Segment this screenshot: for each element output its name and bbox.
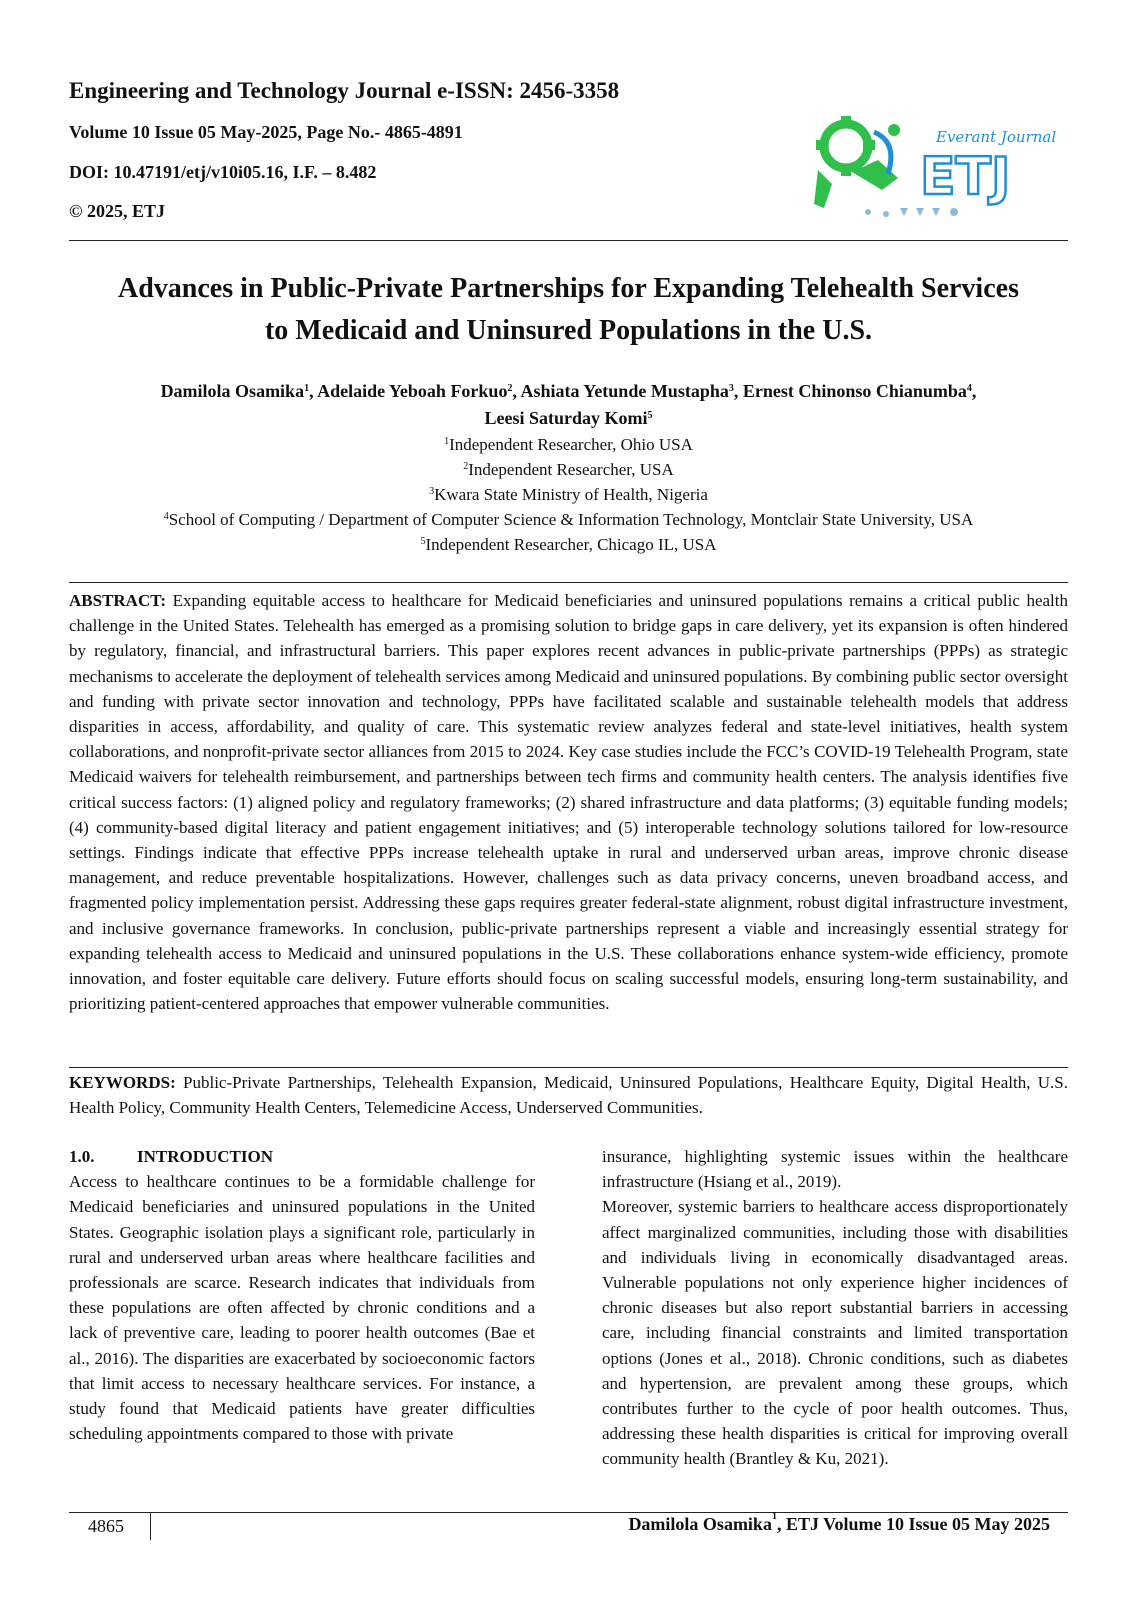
author-name: Damilola Osamika bbox=[160, 381, 305, 401]
author-name: Adelaide Yeboah Forkuo bbox=[317, 381, 508, 401]
page-number: 4865 bbox=[88, 1516, 124, 1536]
copyright-line: © 2025, ETJ bbox=[69, 201, 165, 221]
keywords-rule bbox=[69, 1067, 1068, 1068]
author-sup: 3 bbox=[728, 383, 734, 394]
author-name: Ashiata Yetunde Mustapha bbox=[520, 381, 729, 401]
left-column bbox=[69, 1144, 535, 1446]
abstract bbox=[69, 588, 1068, 1016]
abstract-label: ABSTRACT: bbox=[69, 591, 166, 610]
section-title: INTRODUCTION bbox=[137, 1147, 274, 1166]
paper-title-line1: Advances in Public-Private Partnerships for Expanding Telehealth Services bbox=[118, 273, 1019, 304]
abstract-top-rule bbox=[69, 582, 1068, 583]
paper-title-line2: to Medicaid and Uninsured Populations in the U.S. bbox=[264, 315, 873, 346]
intro-paragraph-continued: insurance, highlighting systemic issues within the healthcare infrastructure (Hsiang et al., 2019). bbox=[602, 1147, 1068, 1192]
affiliation: $^2$Independent Researcher, USA bbox=[463, 460, 674, 479]
author-name: Ernest Chinonso Chianumba bbox=[742, 381, 967, 401]
right-column bbox=[602, 1144, 1068, 1472]
author-name: Leesi Saturday Komi bbox=[484, 408, 648, 428]
author-sup: 4 bbox=[966, 383, 972, 394]
abstract-text: Expanding equitable access to healthcare for Medicaid beneficiaries and uninsured populations remains a critical public health challenge in the United States. Telehealth has emerged as a promising solution to bridge gaps in care delivery, yet its expansion is often hindered by regulatory, financial, and infrastructural barriers. This paper explores recent advances in public-private partnerships (PPPs) as strategic mechanisms to accelerate the deployment of telehealth services among Medicaid and uninsured populations. By combining public sector oversight and funding with private sector innovation and technology, PPPs have facilitated scalable and sustainable telehealth models that address disparities in access, affordability, and quality of care. This systematic review analyzes federal and state-level initiatives, health system collaborations, and nonprofit-private sector alliances from 2015 to 2024. Key case studies include the FCC’s COVID-19 Telehealth Program, state Medicaid waivers for telehealth reimbursement, and partnerships between tech firms and community health centers. The analysis identifies five critical success factors: (1) aligned policy and regulatory frameworks; (2) shared infrastructure and data platforms; (3) equitable funding models; (4) community-based digital literacy and patient engagement initiatives; and (5) interoperable technology solutions tailored for low-resource settings. Findings indicate that effective PPPs increase telehealth uptake in rural and underserved urban areas, improve chronic disease management, and reduce preventable hospitalizations. However, challenges such as data privacy concerns, uneven broadband access, and fragmented policy implementation persist. Addressing these gaps requires greater federal-state alignment, robust digital infrastructure investment, and inclusive governance frameworks. In conclusion, public-private partnerships represent a viable and increasingly essential strategy for expanding telehealth access to Medicaid and uninsured populations in the U.S. These collaborations enhance system-wide efficiency, promote innovation, and foster equitable care delivery. Future efforts should focus on scaling successful models, ensuring long-term sustainability, and prioritizing patient-centered approaches that empower vulnerable communities. bbox=[69, 591, 1068, 1014]
paper-title bbox=[69, 268, 1068, 352]
author-sup: 2 bbox=[507, 383, 513, 394]
keywords bbox=[69, 1070, 1068, 1120]
svg-text:ETJ: ETJ bbox=[920, 147, 1011, 207]
footer-citation bbox=[628, 1511, 1050, 1535]
affiliation: $^4$School of Computing / Department of Computer Science & Information Technology, Montclair State University, USA bbox=[163, 510, 974, 529]
keywords-label: KEYWORDS: bbox=[69, 1073, 176, 1092]
author-sup: 5 bbox=[647, 410, 653, 421]
intro-paragraph: Access to healthcare continues to be a formidable challenge for Medicaid beneficiaries and uninsured populations in the United States. Geographic isolation plays a significant role, particularly in rural and underserved urban areas where healthcare facilities and professionals are scarce. Research indicates that individuals from these populations are often affected by chronic conditions and a lack of preventive care, leading to poorer health outcomes (Bae et al., 2016). The disparities are exacerbated by socioeconomic factors that limit access to necessary healthcare services. For instance, a study found that Medicaid patients have greater difficulties scheduling appointments compared to those with private bbox=[69, 1172, 535, 1444]
author-list: Damilola Osamika$^1$, Adelaide Yeboah Forkuo$^2$, Ashiata Yetunde Mustapha$^3$, Ernest Chinonso Chianumba$^4$, Leesi Saturday Komi$^5$ bbox=[160, 381, 977, 428]
affiliation: $^1$Independent Researcher, Ohio USA bbox=[444, 435, 693, 454]
keywords-text: Public-Private Partnerships, Telehealth Expansion, Medicaid, Uninsured Populations, Healthcare Equity, Digital Health, U.S. Health Policy, Community Health Centers, Telemedicine Access, Underserved Communities. bbox=[69, 1073, 1068, 1118]
footer-author-sup: 1 bbox=[771, 1511, 777, 1522]
svg-text:Everant Journal: Everant Journal bbox=[936, 128, 1057, 146]
etj-logo bbox=[808, 112, 1057, 224]
affiliation: $^3$Kwara State Ministry of Health, Nigeria bbox=[429, 485, 708, 504]
doi-line: DOI: 10.47191/etj/v10i05.16, I.F. – 8.482 bbox=[69, 162, 377, 182]
footer-rule bbox=[69, 1512, 1068, 1513]
author-sup: 1 bbox=[304, 383, 310, 394]
footer-separator bbox=[150, 1512, 151, 1540]
header-rule bbox=[69, 240, 1068, 241]
journal-title: Engineering and Technology Journal e-ISSN: 2456-3358 bbox=[69, 78, 620, 103]
intro-paragraph: Moreover, systemic barriers to healthcare access disproportionately affect marginalized communities, including those with disabilities and individuals living in economically disadvantaged areas. Vulnerable populations not only experience higher incidences of chronic diseases but also report substantial barriers in accessing care, including financial constraints and limited transportation options (Jones et al., 2018). Chronic conditions, such as diabetes and hypertension, are prevalent among these groups, which contributes further to the cycle of poor health outcomes. Thus, addressing these health disparities is critical for improving overall community health (Brantley & Ku, 2021). bbox=[602, 1197, 1068, 1469]
section-number: 1.0. bbox=[69, 1147, 95, 1166]
affiliation: $^5$Independent Researcher, Chicago IL, USA bbox=[420, 535, 717, 554]
affiliation-list bbox=[69, 432, 1068, 557]
section-heading bbox=[69, 1144, 535, 1169]
footer-author: Damilola Osamika bbox=[628, 1514, 772, 1534]
volume-line: Volume 10 Issue 05 May-2025, Page No.- 4865-4891 bbox=[69, 122, 463, 142]
footer-journal-info: , ETJ Volume 10 Issue 05 May 2025 bbox=[776, 1514, 1050, 1534]
